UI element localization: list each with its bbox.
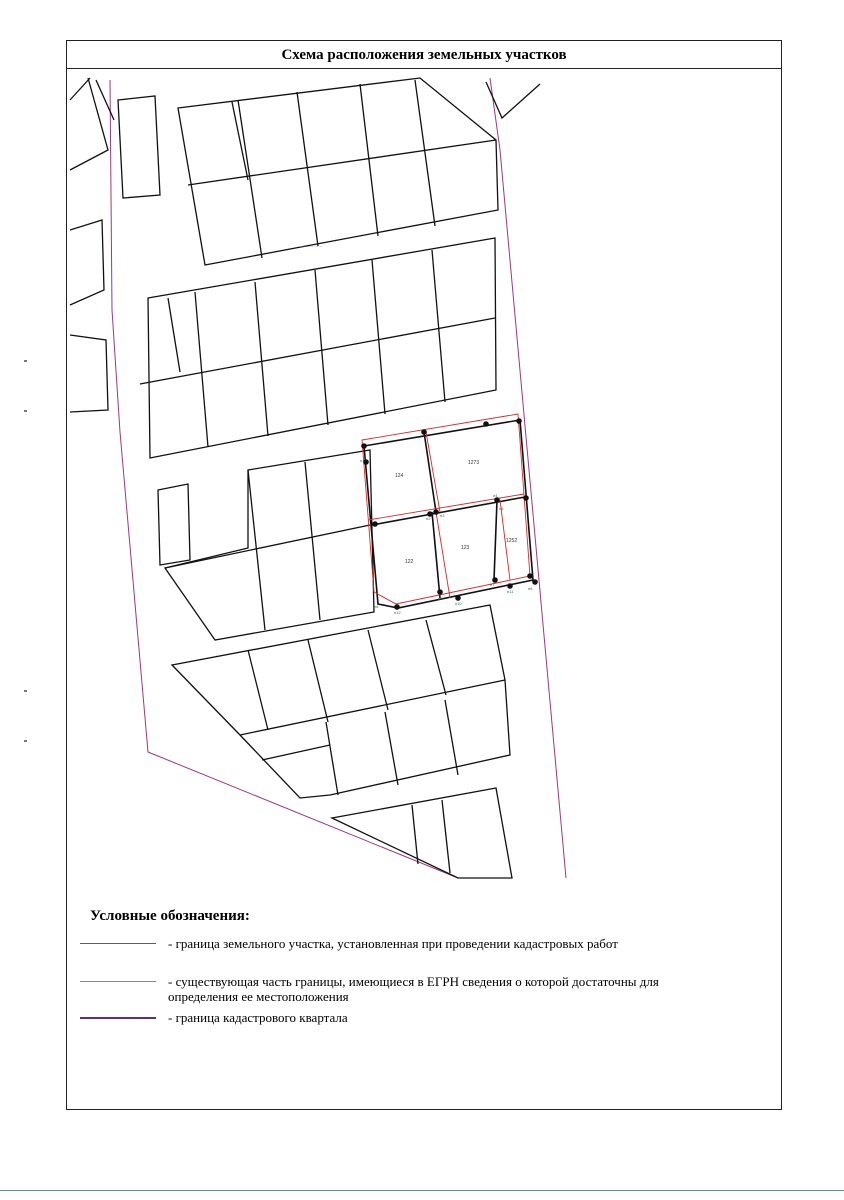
existing-parcels (70, 78, 540, 878)
point-label: н1 (360, 458, 365, 463)
point-label: н10 (455, 601, 462, 606)
point-label: н2 (426, 516, 431, 521)
parcel-label-1252: 1252 (506, 538, 518, 544)
legend-swatch-red (80, 943, 156, 944)
legend-text: - граница земельного участка, установленная при проведении кадастровых работ (168, 936, 618, 951)
surveyed-parcels-existing (364, 420, 533, 608)
point-label: н4 (493, 493, 498, 498)
parcel-label-124: 124 (395, 473, 404, 479)
point-label: н12 (394, 610, 401, 615)
parcel-label-123: 123 (461, 545, 470, 551)
parcel-label-1273: 1273 (468, 460, 480, 466)
legend-title: Условные обозначения: (90, 908, 250, 924)
point-label: н7 (490, 582, 495, 587)
margin-mark (24, 410, 27, 412)
point-label: н6 (528, 586, 533, 591)
point-label: н9 (438, 596, 443, 601)
margin-mark (24, 360, 27, 362)
legend-text: - существующая часть границы, имеющиеся в ЕГРН сведения о которой достаточны для определения ее местоположения (168, 974, 659, 1004)
point-label: н5 (499, 506, 504, 511)
parcel-label-122: 122 (405, 559, 414, 565)
legend-swatch-gray (80, 981, 156, 982)
margin-mark (24, 690, 27, 692)
legend-text: - граница кадастрового квартала (168, 1010, 348, 1025)
legend-swatch-purple (80, 1017, 156, 1019)
margin-mark (24, 740, 27, 742)
point-label: н11 (507, 589, 514, 594)
quarter-label: ___:___:___ (300, 242, 323, 247)
bottom-rule (0, 1190, 844, 1191)
point-label: н8 (374, 604, 379, 609)
survey-points (361, 418, 538, 610)
page-title: Схема расположения земельных участков (67, 41, 781, 69)
point-label: н3 (440, 513, 445, 518)
